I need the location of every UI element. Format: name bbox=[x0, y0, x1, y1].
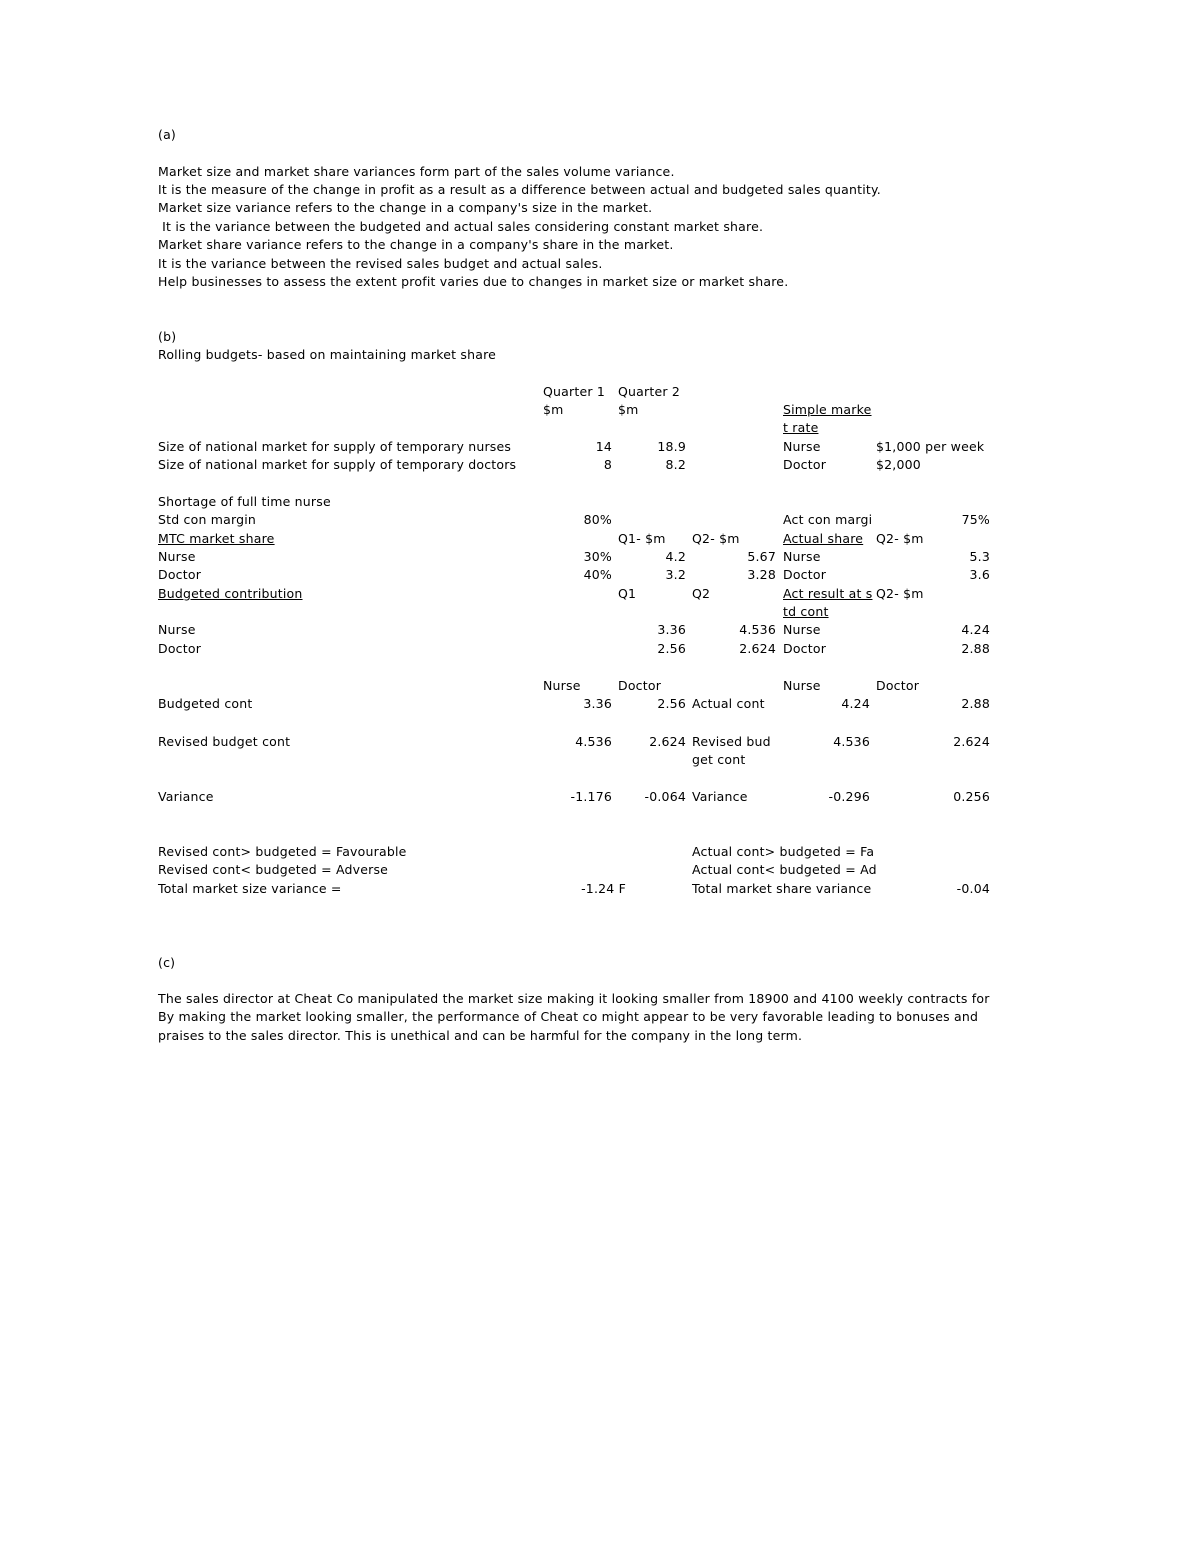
q1-m-header: Q1- $m bbox=[618, 531, 666, 546]
col-nurse-header: Nurse bbox=[543, 678, 581, 693]
col-doctor-header: Doctor bbox=[876, 678, 920, 693]
share-adverse-note: Actual cont< budgeted = Ad bbox=[692, 862, 877, 877]
act-con-margin-label: Act con margi bbox=[783, 512, 873, 527]
contribution-row-label: Nurse bbox=[158, 622, 196, 637]
total-market-share-label: Total market share variance bbox=[692, 881, 872, 896]
section-a-line: Market size and market share variances form part of the sales volume variance. bbox=[158, 164, 675, 179]
contribution-row-q2: 2.624 bbox=[739, 641, 776, 656]
variance-nurse: -1.176 bbox=[570, 789, 612, 804]
quarter2-header: Quarter 2 bbox=[618, 384, 681, 399]
share-row-pct: 40% bbox=[583, 567, 612, 582]
simple-market-rate-header: Simple marke bbox=[783, 402, 872, 417]
section-a-line: It is the variance between the revised sales budget and actual sales. bbox=[158, 256, 603, 271]
total-market-size-label: Total market size variance = bbox=[158, 881, 342, 896]
actual-share-row-value: 5.3 bbox=[969, 549, 990, 564]
adverse-note: Revised cont< budgeted = Adverse bbox=[158, 862, 389, 877]
act-result-label: Act result at s bbox=[783, 586, 873, 601]
total-market-share-value: -0.04 bbox=[956, 881, 990, 896]
share-row-label: Nurse bbox=[158, 549, 196, 564]
section-a-line: It is the measure of the change in profit as a result as a difference between actual and budgeted sales quantity. bbox=[158, 182, 881, 197]
share-row-q1: 3.2 bbox=[665, 567, 686, 582]
act-result-row-value: 2.88 bbox=[961, 641, 990, 656]
section-c-line: praises to the sales director. This is unethical and can be harmful for the company in the long term. bbox=[158, 1028, 803, 1043]
revised-budget-cont-label: get cont bbox=[692, 752, 746, 767]
actual-cont-nurse: 4.24 bbox=[841, 696, 870, 711]
section-a-line: Market size variance refers to the change in a company's size in the market. bbox=[158, 200, 653, 215]
budgeted-cont-doctor: 2.56 bbox=[657, 696, 686, 711]
revised-cont-nurse: 4.536 bbox=[575, 734, 612, 749]
share-favourable-note: Actual cont> budgeted = Fa bbox=[692, 844, 875, 859]
revised-budget-cont-doctor: 2.624 bbox=[953, 734, 990, 749]
market-size-q2: 18.9 bbox=[657, 439, 686, 454]
budgeted-contribution-label: Budgeted contribution bbox=[158, 586, 303, 601]
variance-label: Variance bbox=[158, 789, 214, 804]
revised-budget-cont-label: Revised bud bbox=[692, 734, 771, 749]
actual-cont-label: Actual cont bbox=[692, 696, 765, 711]
section-c-line: By making the market looking smaller, the performance of Cheat co might appear to be very favorable leading to bonuses and bbox=[158, 1009, 979, 1024]
act-result-row-label: Nurse bbox=[783, 622, 821, 637]
actual-share-row-label: Nurse bbox=[783, 549, 821, 564]
contribution-row-q1: 3.36 bbox=[657, 622, 686, 637]
rate-value: $1,000 per week bbox=[876, 439, 985, 454]
total-market-size-value: -1.24 F bbox=[581, 881, 626, 896]
simple-market-rate-header: t rate bbox=[783, 420, 819, 435]
market-size-q2: 8.2 bbox=[665, 457, 686, 472]
variance-doctor: -0.064 bbox=[644, 789, 686, 804]
market-size-q1: 14 bbox=[595, 439, 612, 454]
section-c-line: The sales director at Cheat Co manipulated the market size making it looking smaller from 18900 and 4100 weekly contracts for bbox=[158, 991, 990, 1006]
share-row-q1: 4.2 bbox=[665, 549, 686, 564]
section-a-line: Market share variance refers to the change in a company's share in the market. bbox=[158, 237, 674, 252]
act-result-row-label: Doctor bbox=[783, 641, 827, 656]
actual-q2-m-header: Q2- $m bbox=[876, 531, 924, 546]
section-b-heading: (b) bbox=[158, 329, 177, 344]
quarter2-unit: $m bbox=[618, 402, 639, 417]
contribution-row-label: Doctor bbox=[158, 641, 202, 656]
section-c-heading: (c) bbox=[158, 955, 176, 970]
std-con-margin-label: Std con margin bbox=[158, 512, 257, 527]
quarter1-unit: $m bbox=[543, 402, 564, 417]
quarter1-header: Quarter 1 bbox=[543, 384, 606, 399]
shortage-label: Shortage of full time nurse bbox=[158, 494, 331, 509]
rate-label: Nurse bbox=[783, 439, 821, 454]
col-doctor-header: Doctor bbox=[618, 678, 662, 693]
share-row-q2: 5.67 bbox=[747, 549, 776, 564]
section-a-line: Help businesses to assess the extent profit varies due to changes in market size or market share. bbox=[158, 274, 789, 289]
act-result-q2-m-header: Q2- $m bbox=[876, 586, 924, 601]
share-variance-nurse: -0.296 bbox=[828, 789, 870, 804]
share-row-label: Doctor bbox=[158, 567, 202, 582]
q2-header: Q2 bbox=[692, 586, 711, 601]
actual-share-row-value: 3.6 bbox=[969, 567, 990, 582]
market-size-label: Size of national market for supply of temporary doctors bbox=[158, 457, 517, 472]
actual-share-label: Actual share bbox=[783, 531, 864, 546]
budgeted-cont-nurse: 3.36 bbox=[583, 696, 612, 711]
share-variance-doctor: 0.256 bbox=[953, 789, 990, 804]
section-b-subtitle: Rolling budgets- based on maintaining market share bbox=[158, 347, 497, 362]
market-size-q1: 8 bbox=[603, 457, 612, 472]
q2-m-header: Q2- $m bbox=[692, 531, 740, 546]
share-row-pct: 30% bbox=[583, 549, 612, 564]
share-variance-label: Variance bbox=[692, 789, 748, 804]
revised-cont-doctor: 2.624 bbox=[649, 734, 686, 749]
rate-value: $2,000 bbox=[876, 457, 921, 472]
contribution-row-q1: 2.56 bbox=[657, 641, 686, 656]
act-con-margin-value: 75% bbox=[961, 512, 990, 527]
market-size-label: Size of national market for supply of temporary nurses bbox=[158, 439, 512, 454]
act-result-row-value: 4.24 bbox=[961, 622, 990, 637]
section-a-line: It is the variance between the budgeted and actual sales considering constant market share. bbox=[158, 219, 764, 234]
std-con-margin-value: 80% bbox=[583, 512, 612, 527]
actual-cont-doctor: 2.88 bbox=[961, 696, 990, 711]
rate-label: Doctor bbox=[783, 457, 827, 472]
favourable-note: Revised cont> budgeted = Favourable bbox=[158, 844, 407, 859]
budgeted-cont-label: Budgeted cont bbox=[158, 696, 253, 711]
col-nurse-header: Nurse bbox=[783, 678, 821, 693]
revised-budget-cont-nurse: 4.536 bbox=[833, 734, 870, 749]
act-result-label: td cont bbox=[783, 604, 829, 619]
contribution-row-q2: 4.536 bbox=[739, 622, 776, 637]
section-a-heading: (a) bbox=[158, 127, 177, 142]
q1-header: Q1 bbox=[618, 586, 637, 601]
revised-cont-label: Revised budget cont bbox=[158, 734, 291, 749]
mtc-market-share-label: MTC market share bbox=[158, 531, 275, 546]
share-row-q2: 3.28 bbox=[747, 567, 776, 582]
actual-share-row-label: Doctor bbox=[783, 567, 827, 582]
